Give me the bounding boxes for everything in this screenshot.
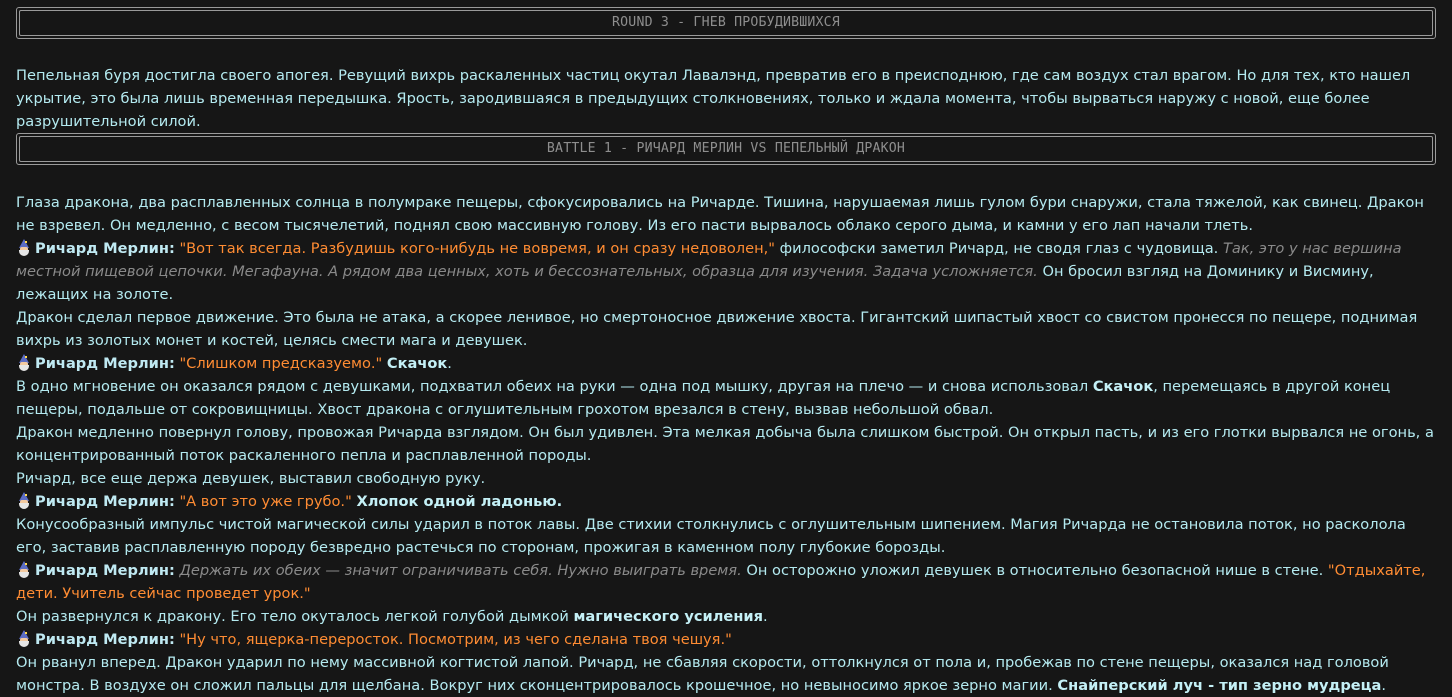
narration-text: .	[763, 608, 768, 625]
dialogue-line	[16, 559, 1436, 605]
narration-paragraph: Дракон сделал первое движение. Это была не атака, а скорее ленивое, но смертоносное движение хвоста. Гигантский шипастый хвост со свистом пронесся по пещере, поднимая вихрь из золотых монет и костей, целясь смести мага и девушек.	[16, 309, 1418, 349]
inner-thought: Держать их обеих — значит ограничивать себя. Нужно выиграть время.	[179, 562, 742, 579]
dialogue-quote: "Вот так всегда. Разбудишь кого-нибудь не вовремя, и он сразу недоволен,"	[179, 240, 775, 257]
narration-text: В одно мгновение он оказался рядом с девушками, подхватил обеих на руки — одна под мышку, другая на плечо — и снова использовал	[16, 378, 1093, 395]
skill-name: Скачок	[386, 355, 448, 372]
dialogue-quote: "Отдыхайте, дети. Учитель сейчас проведет урок."	[16, 562, 1426, 602]
dialogue-line	[16, 237, 1436, 306]
round-banner-title: ROUND 3 - ГНЕВ ПРОБУДИВШИХСЯ	[19, 10, 1433, 36]
narration-paragraph: Ричард, все еще держа девушек, выставил свободную руку.	[16, 470, 486, 487]
speaker-name: Ричард Мерлин:	[35, 631, 175, 648]
narration-paragraph	[16, 651, 1436, 697]
intro-paragraph: Пепельная буря достигла своего апогея. Ревущий вихрь раскаленных частиц окутал Лавалэнд, превратив его в преисподнюю, где сам воздух стал врагом. Но для тех, кто нашел укрытие, это была лишь временная передышка. Ярость, зародившаяся в предыдущих столкновениях, только и ждала момента, чтобы вырваться наружу с новой, еще более разрушительной силой.	[16, 67, 1411, 130]
narration-paragraph	[16, 605, 1436, 628]
skill-name: Снайперский луч - тип зерно мудреца	[1057, 677, 1382, 694]
mage-icon	[16, 239, 32, 256]
dialogue-line	[16, 628, 1436, 651]
speaker-name: Ричард Мерлин:	[35, 493, 175, 510]
narration-text: Он бросил взгляд на Доминику и Висмину, лежащих на золоте.	[16, 263, 1374, 303]
skill-name: Скачок	[1092, 378, 1154, 395]
narration-text: Он рванул вперед. Дракон ударил по нему массивной когтистой лапой. Ричард, не сбавляя скорости, оттолкнулся от пола и, пробежав по стене пещеры, оказался над головой монстра. В воздухе он сложил пальцы для щелбана. Вокруг них сконцентрировалось крошечное, но невыносимо яркое зерно магии.	[16, 654, 1389, 694]
dialogue-quote: "Ну что, ящерка-переросток. Посмотрим, из чего сделана твоя чешуя."	[179, 631, 732, 648]
inner-thought: Так, это у нас вершина местной пищевой цепочки. Мегафауна. А рядом два ценных, хоть и бессознательных, образца для изучения. Задача усложняется.	[16, 240, 1402, 280]
narration-text: .	[1381, 677, 1386, 694]
dialogue-quote: "А вот это уже грубо."	[179, 493, 352, 510]
round-banner	[16, 7, 1436, 39]
mage-icon	[16, 630, 32, 647]
narration-text: .	[447, 355, 452, 372]
battle-banner	[16, 133, 1436, 165]
narration-text: Он осторожно уложил девушек в относительно безопасной нише в стене.	[741, 562, 1328, 579]
mage-icon	[16, 561, 32, 578]
narration-paragraph: Конусообразный импульс чистой магической силы ударил в поток лавы. Две стихии столкнулись с оглушительным шипением. Магия Ричарда не остановила поток, но расколола его, заставив расплавленную породу безвредно растечься по сторонам, прожигая в каменном полу глубокие борозды.	[16, 516, 1406, 556]
narration-paragraph	[16, 375, 1436, 421]
narration-text: , перемещаясь в другой конец пещеры, подальше от сокровищницы. Хвост дракона с оглушительным грохотом врезался в стену, вызвав небольшой обвал.	[16, 378, 1391, 418]
dialogue-quote: "Слишком предсказуемо."	[179, 355, 383, 372]
mage-icon	[16, 492, 32, 509]
speaker-name: Ричард Мерлин:	[35, 355, 175, 372]
speaker-name: Ричард Мерлин:	[35, 240, 175, 257]
mage-icon	[16, 354, 32, 371]
skill-name: магического усиления	[573, 608, 764, 625]
narration-text: Он развернулся к дракону. Его тело окуталось легкой голубой дымкой	[16, 608, 574, 625]
skill-name: Хлопок одной ладонью	[356, 493, 557, 510]
battle-banner-title: BATTLE 1 - РИЧАРД МЕРЛИН VS ПЕПЕЛЬНЫЙ ДРАКОН	[19, 136, 1433, 162]
speaker-name: Ричард Мерлин:	[35, 562, 175, 579]
narration-paragraph: Дракон медленно повернул голову, провожая Ричарда взглядом. Он был удивлен. Эта мелкая добыча была слишком быстрой. Он открыл пасть, и из его глотки вырвался не огонь, а концентрированный поток раскаленного пепла и расплавленной породы.	[16, 424, 1434, 464]
narration-paragraph: Глаза дракона, два расплавленных солнца в полумраке пещеры, сфокусировались на Ричарде. Тишина, нарушаемая лишь гулом бури снаружи, стала тяжелой, как свинец. Дракон не взревел. Он медленно, с весом тысячелетий, поднял свою массивную голову. Из его пасти вырвалось облако серого дыма, и камни у его лап начали тлеть.	[16, 194, 1424, 234]
dialogue-line	[16, 490, 1436, 513]
dialogue-line	[16, 352, 1436, 375]
narration-text: .	[556, 493, 563, 510]
narration-text: философски заметил Ричард, не сводя глаз с чудовища.	[775, 240, 1223, 257]
